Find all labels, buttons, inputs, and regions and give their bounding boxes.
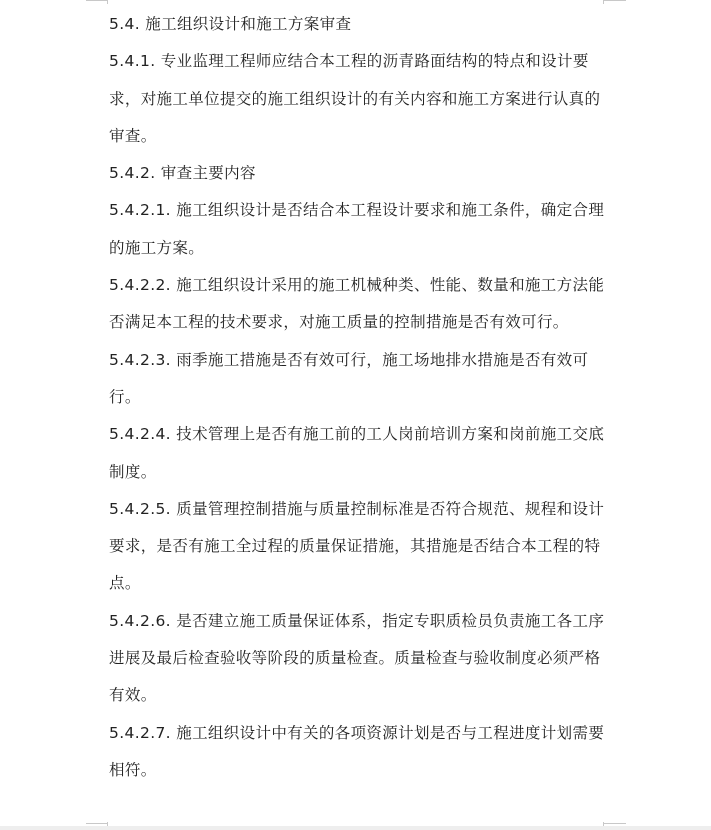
paragraph: 5.4.2.7. 施工组织设计中有关的各项资源计划是否与工程进度计划需要相符。 [109,723,605,779]
section-heading: 5.4. 施工组织设计和施工方案审查 [109,15,352,33]
paragraph: 5.4.1. 专业监理工程师应结合本工程的沥青路面结构的特点和设计要求，对施工单位提交的施工组织设计的有关内容和施工方案进行认真的审查。 [109,52,601,145]
subsection-heading: 5.4.2. 审查主要内容 [109,164,256,183]
crop-mark [86,823,108,824]
paragraph: 5.4.2.4. 技术管理上是否有施工前的工人岗前培训方案和岗前施工交底制度。 [109,425,605,481]
paragraph: 5.4.2.1. 施工组织设计是否结合本工程设计要求和施工条件，确定合理的施工方案。 [109,201,605,257]
crop-mark [86,0,108,1]
paragraph: 5.4.2.6. 是否建立施工质量保证体系，指定专职质检员负责施工各工序进展及最后检查验收等阶段的质量检查。质量检查与验收制度必须严格有效。 [109,611,605,705]
crop-mark [604,0,626,1]
document-body[interactable] [109,6,609,789]
paragraph: 5.4.2.2. 施工组织设计采用的施工机械种类、性能、数量和施工方法能否满足本工程的技术要求，对施工质量的控制措施是否有效可行。 [109,276,605,332]
paragraph: 5.4.2.5. 质量管理控制措施与质量控制标准是否符合规范、规程和设计要求，是否有施工全过程的质量保证措施，其措施是否结合本工程的特点。 [109,499,605,593]
crop-mark [604,823,626,824]
page-gap [0,826,711,830]
paragraph: 5.4.2.3. 雨季施工措施是否有效可行，施工场地排水措施是否有效可行。 [109,350,589,406]
